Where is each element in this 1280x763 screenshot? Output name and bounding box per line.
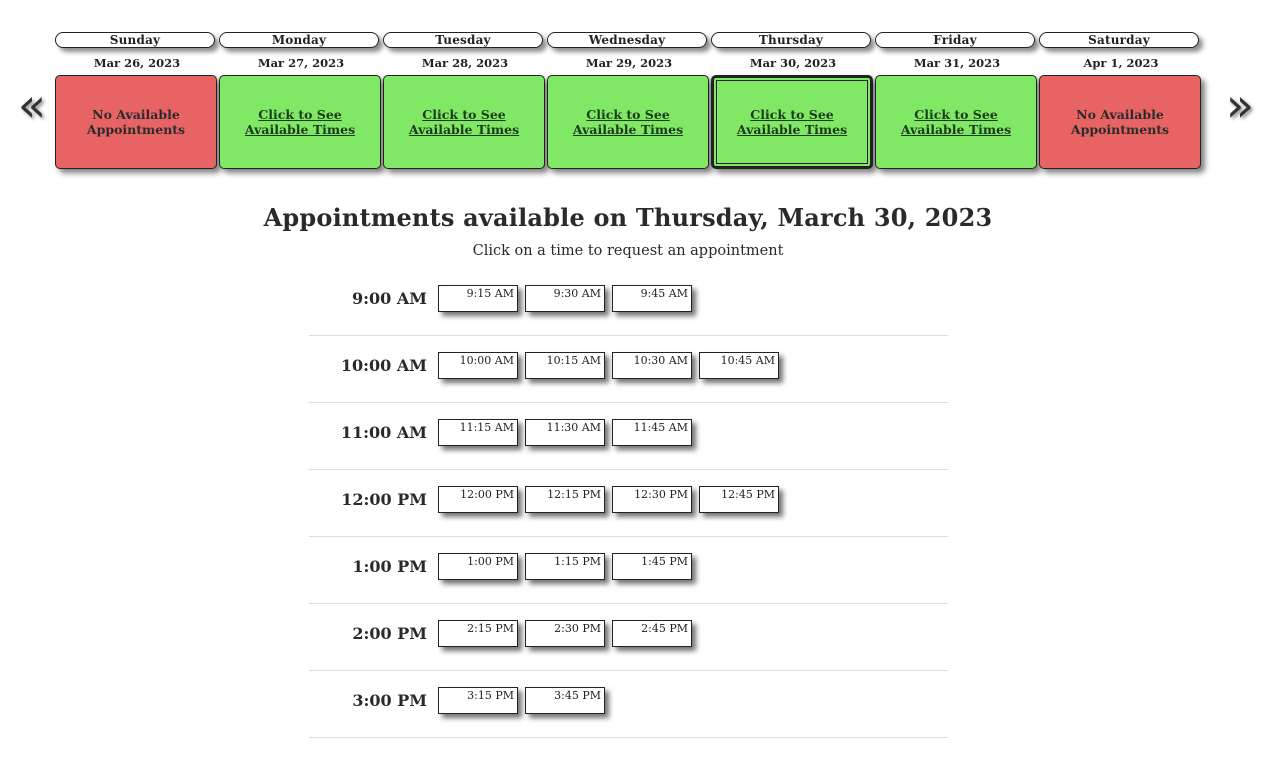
time-slot-button[interactable]: 9:15 AM [438, 285, 518, 312]
day-status-label[interactable]: Click to See Available Times [736, 107, 848, 137]
time-slot-button[interactable]: 11:45 AM [612, 419, 692, 446]
slot-list [438, 285, 699, 312]
day-date: Mar 28, 2023 [421, 56, 509, 70]
time-slot-button[interactable]: 9:30 AM [525, 285, 605, 312]
time-slot-button[interactable]: 12:00 PM [438, 486, 518, 513]
time-slot-button[interactable]: 11:30 AM [525, 419, 605, 446]
hour-row [309, 671, 948, 738]
day-date: Mar 30, 2023 [749, 56, 837, 70]
time-slot-button[interactable]: 2:30 PM [525, 620, 605, 647]
day-status-label[interactable]: Click to See Available Times [900, 107, 1012, 137]
hour-row [309, 336, 948, 403]
page-subtitle: Click on a time to request an appointment [472, 243, 784, 259]
hour-label: 9:00 AM [352, 289, 427, 308]
day-date: Mar 27, 2023 [257, 56, 345, 70]
time-slot-button[interactable]: 2:45 PM [612, 620, 692, 647]
hour-label: 11:00 AM [340, 423, 427, 442]
slot-list [438, 687, 612, 714]
time-slot-button[interactable]: 10:15 AM [525, 352, 605, 379]
slot-list [438, 553, 699, 580]
time-slot-button[interactable]: 1:00 PM [438, 553, 518, 580]
day-status-box [1039, 75, 1201, 169]
time-slot-button[interactable]: 11:15 AM [438, 419, 518, 446]
day-status-label[interactable]: Click to See Available Times [572, 107, 684, 137]
day-status-link-selected[interactable] [711, 75, 873, 169]
day-date: Apr 1, 2023 [1083, 56, 1159, 70]
hour-label: 12:00 PM [341, 490, 427, 509]
day-thursday [711, 31, 875, 176]
time-slot-button[interactable]: 1:15 PM [525, 553, 605, 580]
day-status-label: No Available Appointments [1070, 107, 1170, 137]
previous-week-button[interactable]: « [17, 78, 47, 132]
day-status-link[interactable] [383, 75, 545, 169]
day-friday [875, 31, 1039, 176]
hour-row [309, 269, 948, 336]
day-status-label[interactable]: Click to See Available Times [408, 107, 520, 137]
time-slot-button[interactable]: 9:45 AM [612, 285, 692, 312]
day-monday [219, 31, 383, 176]
page-title: Appointments available on Thursday, March 30, 2023 [263, 203, 993, 232]
day-name: Friday [875, 32, 1035, 48]
time-slot-button[interactable]: 10:45 AM [699, 352, 779, 379]
time-slot-button[interactable]: 10:00 AM [438, 352, 518, 379]
day-status-link[interactable] [875, 75, 1037, 169]
time-slot-button[interactable]: 12:30 PM [612, 486, 692, 513]
day-date: Mar 29, 2023 [585, 56, 673, 70]
day-name: Sunday [55, 32, 215, 48]
day-tuesday [383, 31, 547, 176]
hour-row [309, 470, 948, 537]
day-name: Wednesday [547, 32, 707, 48]
day-sunday [55, 31, 219, 176]
day-status-link[interactable] [547, 75, 709, 169]
hour-label: 10:00 AM [340, 356, 427, 375]
slot-list [438, 620, 699, 647]
day-status-label[interactable]: Click to See Available Times [244, 107, 356, 137]
day-status-box [55, 75, 217, 169]
time-slot-table [309, 269, 948, 738]
time-slot-button[interactable]: 3:15 PM [438, 687, 518, 714]
hour-label: 2:00 PM [352, 624, 427, 643]
time-slot-button[interactable]: 3:45 PM [525, 687, 605, 714]
hour-row [309, 604, 948, 671]
time-slot-button[interactable]: 12:15 PM [525, 486, 605, 513]
slot-list [438, 419, 699, 446]
time-slot-button[interactable]: 1:45 PM [612, 553, 692, 580]
day-name: Monday [219, 32, 379, 48]
hour-row [309, 403, 948, 470]
hour-row [309, 537, 948, 604]
next-week-button[interactable]: » [1225, 78, 1255, 132]
hour-label: 3:00 PM [352, 691, 427, 710]
time-slot-button[interactable]: 2:15 PM [438, 620, 518, 647]
hour-label: 1:00 PM [352, 557, 427, 576]
day-saturday [1039, 31, 1203, 176]
day-date: Mar 26, 2023 [93, 56, 181, 70]
day-wednesday [547, 31, 711, 176]
time-slot-button[interactable]: 12:45 PM [699, 486, 779, 513]
day-name: Tuesday [383, 32, 543, 48]
week-calendar [55, 31, 1205, 176]
slot-list [438, 352, 786, 379]
slot-list [438, 486, 786, 513]
day-status-link[interactable] [219, 75, 381, 169]
day-status-label: No Available Appointments [86, 107, 186, 137]
day-name: Saturday [1039, 32, 1199, 48]
day-name: Thursday [711, 32, 871, 48]
day-date: Mar 31, 2023 [913, 56, 1001, 70]
time-slot-button[interactable]: 10:30 AM [612, 352, 692, 379]
